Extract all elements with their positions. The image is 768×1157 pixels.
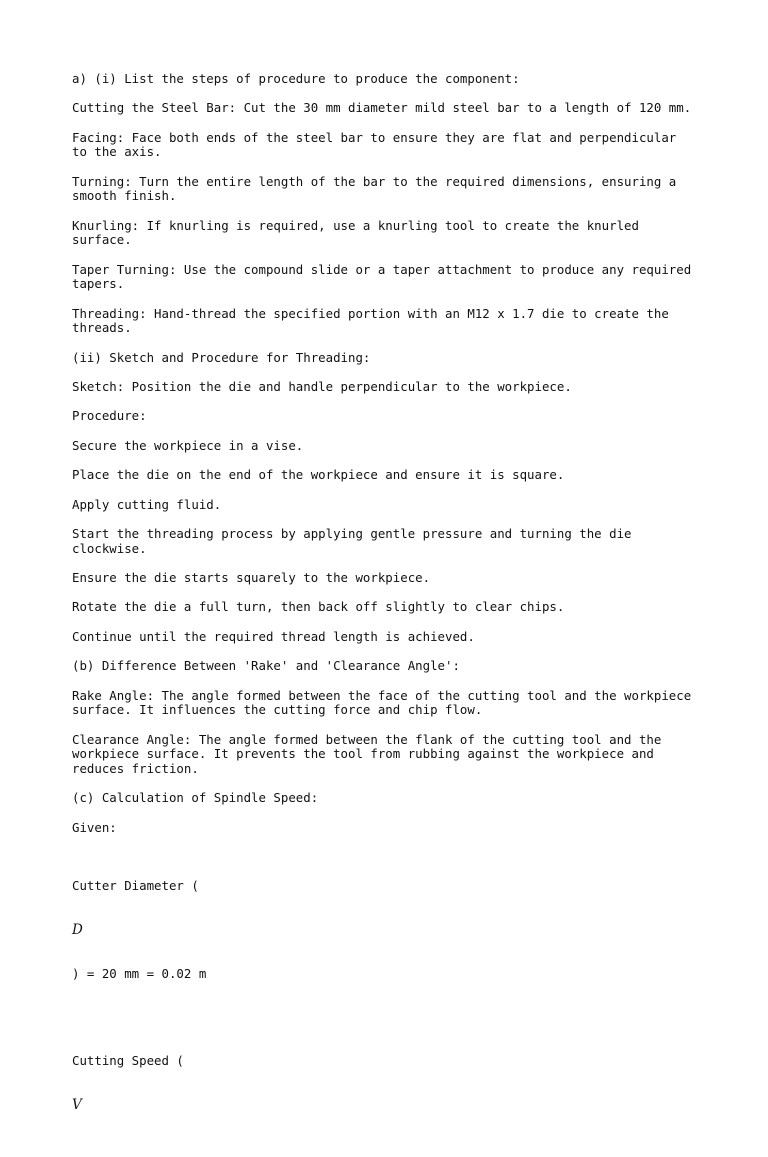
paragraph-line: Start the threading process by applying gentle pressure and turning the die [72,526,632,542]
document-body [72,72,712,835]
paragraph-line: clockwise. [72,540,147,556]
paragraph [72,175,712,204]
paragraph-line: Knurling: If knurling is required, use a knurling tool to create the knurled [72,217,639,233]
paragraph: (b) Difference Between 'Rake' and 'Clearance Angle': [72,658,460,674]
paragraph-line: threads. [72,320,132,336]
paragraph [72,307,712,336]
paragraph [72,689,712,718]
paragraph-line: Threading: Hand-thread the specified portion with an M12 x 1.7 die to create the [72,305,669,321]
paragraph: Cutting the Steel Bar: Cut the 30 mm diameter mild steel bar to a length of 120 mm. [72,100,692,116]
paragraph-line: workpiece surface. It prevents the tool from rubbing against the workpiece and [72,746,654,762]
paragraph [72,733,712,777]
paragraph-line: tapers. [72,276,125,292]
paragraph: Place the die on the end of the workpiece and ensure it is square. [72,467,565,483]
paragraph: (c) Calculation of Spindle Speed: [72,790,319,806]
paragraph [72,263,712,292]
paragraph-line: smooth finish. [72,188,177,204]
paragraph: Continue until the required thread length is achieved. [72,628,475,644]
paragraph: Secure the workpiece in a vise. [72,437,304,453]
paragraph-line: Clearance Angle: The angle formed between the flank of the cutting tool and the [72,731,662,747]
paragraph: Procedure: [72,408,147,424]
paragraph: Sketch: Position the die and handle perpendicular to the workpiece. [72,379,572,395]
paragraph: Ensure the die starts squarely to the workpiece. [72,570,431,586]
cutter-diameter-prefix: Cutter Diameter ( [72,878,199,894]
paragraph: (ii) Sketch and Procedure for Threading: [72,349,371,365]
paragraph: Apply cutting fluid. [72,496,222,512]
paragraph: Given: [72,819,117,835]
paragraph: Rotate the die a full turn, then back off slightly to clear chips. [72,599,565,615]
paragraph-line: Taper Turning: Use the compound slide or a taper attachment to produce any required [72,261,692,277]
paragraph-line: Rake Angle: The angle formed between the face of the cutting tool and the workpiece [72,687,692,703]
paragraph-line: surface. It influences the cutting force and chip flow. [72,702,483,718]
paragraph-line: Facing: Face both ends of the steel bar to ensure they are flat and perpendicular [72,129,677,145]
paragraph-line: surface. [72,232,132,248]
cutting-speed-symbol: V [72,1097,82,1114]
paragraph-line: Turning: Turn the entire length of the bar to the required dimensions, ensuring a [72,173,677,189]
paragraph-line: to the axis. [72,144,162,160]
cutter-diameter-paragraph [72,850,712,1011]
cutting-speed-prefix: Cutting Speed ( [72,1053,184,1069]
paragraph: a) (i) List the steps of procedure to produce the component: [72,71,520,86]
paragraph [72,527,712,556]
paragraph [72,219,712,248]
paragraph [72,131,712,160]
cutting-speed-paragraph [72,1025,712,1142]
paragraph-line: reduces friction. [72,760,199,776]
cutter-diameter-value: ) = 20 mm = 0.02 m [72,965,207,981]
cutter-diameter-symbol: D [72,921,83,938]
document-page [72,72,712,1157]
